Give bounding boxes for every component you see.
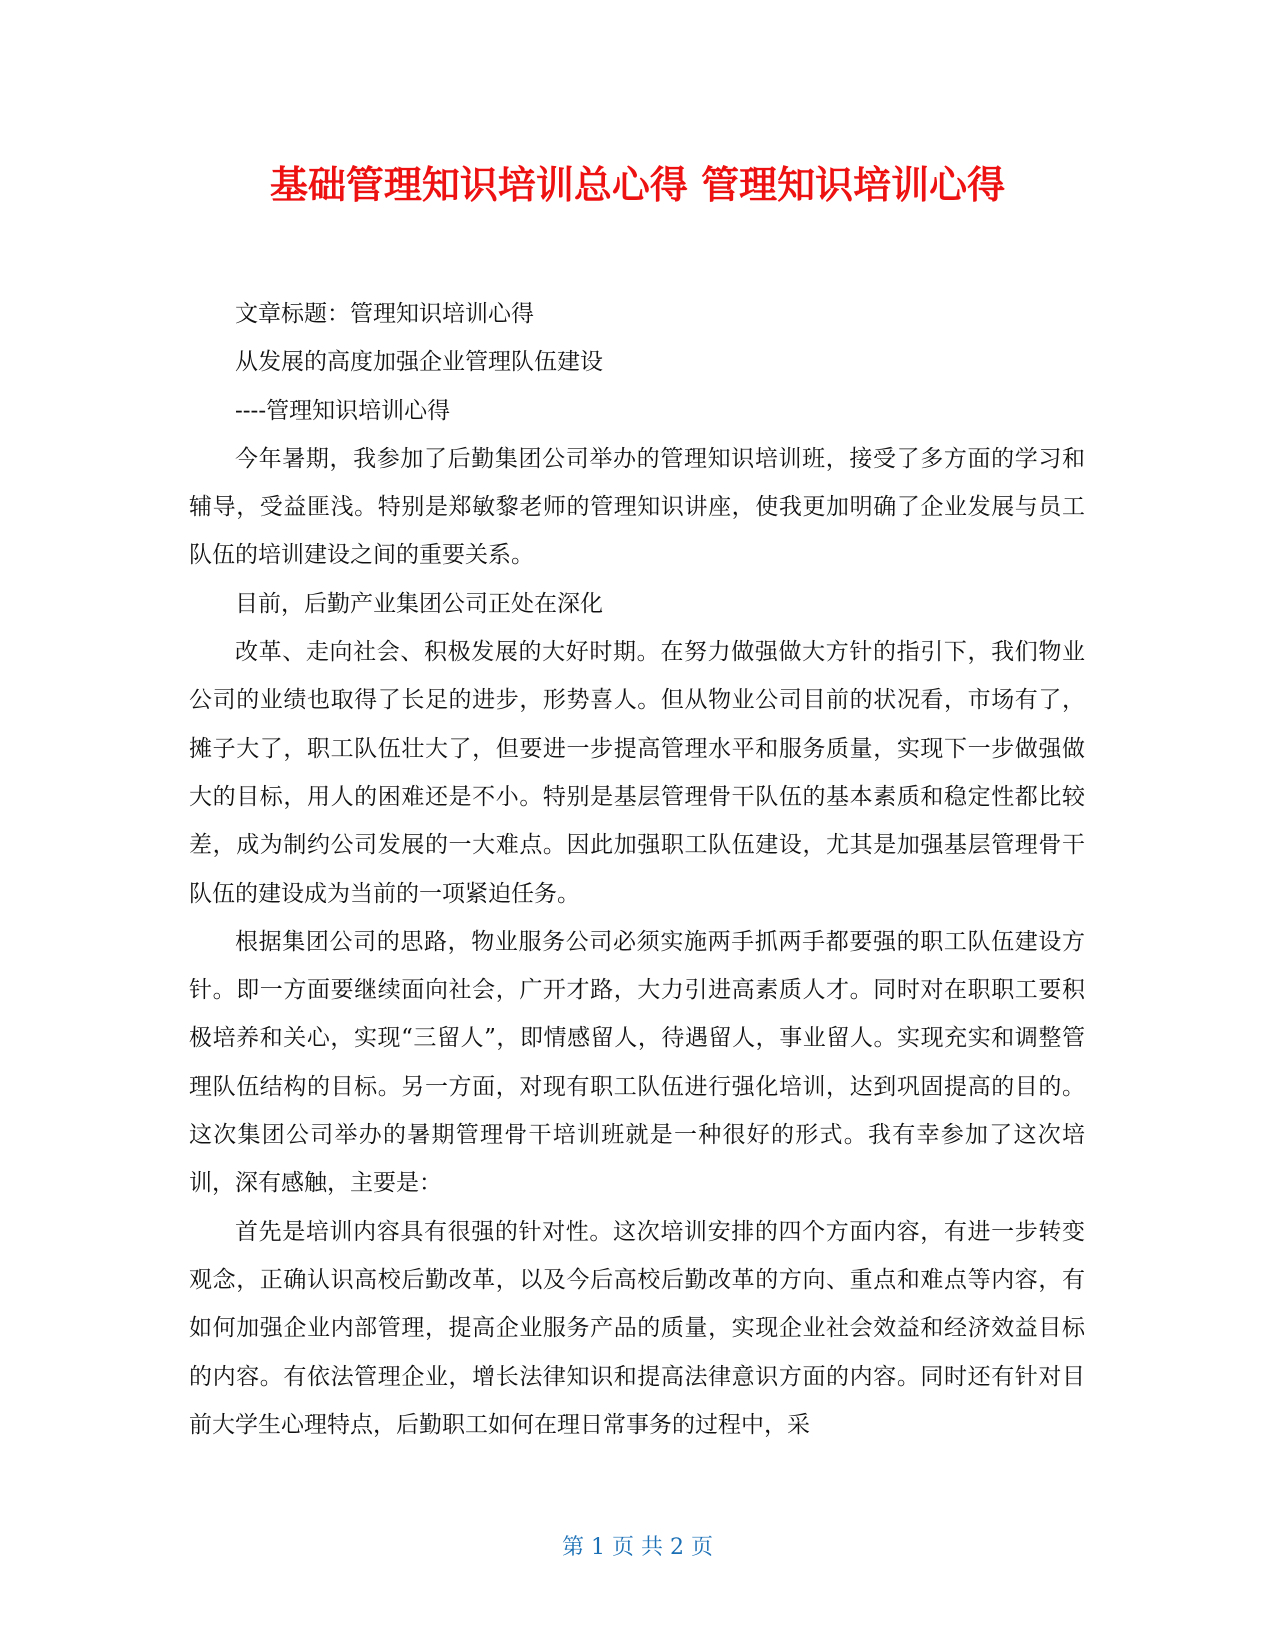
page-footer [0,1533,1275,1563]
footer-middle: 页 共 [612,1535,663,1560]
footer-suffix: 页 [691,1535,714,1560]
article-subheading-line: ----管理知识培训心得 [235,397,451,424]
body-paragraph: 改革、走向社会、积极发展的大好时期。在努力做强做大方针的指引下，我们物业公司的业绩也取得了长足的进步，形势喜人。但从物业公司目前的状况看，市场有了，摊子大了，职工队伍壮大了，但要进一步提高管理水平和服务质量，实现下一步做强做大的目标，用人的困难还是不小。特别是基层管理骨干队伍的基本素质和稳定性都比较差，成为制约公司发展的一大难点。因此加强职工队伍建设，尤其是加强基层管理骨干队伍的建设成为当前的一项紧迫任务。 [189,639,1085,907]
body-paragraph: 根据集团公司的思路，物业服务公司必须实施两手抓两手都要强的职工队伍建设方针。即一方面要继续面向社会，广开才路，大力引进高素质人才。同时对在职职工要积极培养和关心，实现“三留人”，即情感留人，待遇留人，事业留人。实现充实和调整管理队伍结构的目标。另一方面，对现有职工队伍进行强化培训，达到巩固提高的目的。这次集团公司举办的暑期管理骨干培训班就是一种很好的形式。我有幸参加了这次培训，深有感触，主要是： [189,928,1085,1197]
article-title-line: 文章标题：管理知识培训心得 [235,301,534,327]
body-paragraph: 目前，后勤产业集团公司正处在深化 [235,590,603,617]
footer-page-current: 1 [591,1535,605,1560]
body-paragraph: 今年暑期，我参加了后勤集团公司举办的管理知识培训班，接受了多方面的学习和辅导，受益匪浅。特别是郑敏黎老师的管理知识讲座，使我更加明确了企业发展与员工队伍的培训建设之间的重要关系。 [189,445,1085,569]
document-title: 基础管理知识培训总心得 管理知识培训心得 [269,163,1006,207]
document-body [189,290,1085,1449]
footer-page-total: 2 [670,1535,684,1560]
footer-prefix: 第 [561,1535,584,1560]
article-subtitle-line: 从发展的高度加强企业管理队伍建设 [235,349,603,376]
body-paragraph: 首先是培训内容具有很强的针对性。这次培训安排的四个方面内容，有进一步转变观念，正确认识高校后勤改革，以及今后高校后勤改革的方向、重点和难点等内容，有如何加强企业内部管理，提高企业服务产品的质量，实现企业社会效益和经济效益目标的内容。有依法管理企业，增长法律知识和提高法律意识方面的内容。同时还有针对目前大学生心理特点，后勤职工如何在理日常事务的过程中，采 [189,1218,1085,1438]
